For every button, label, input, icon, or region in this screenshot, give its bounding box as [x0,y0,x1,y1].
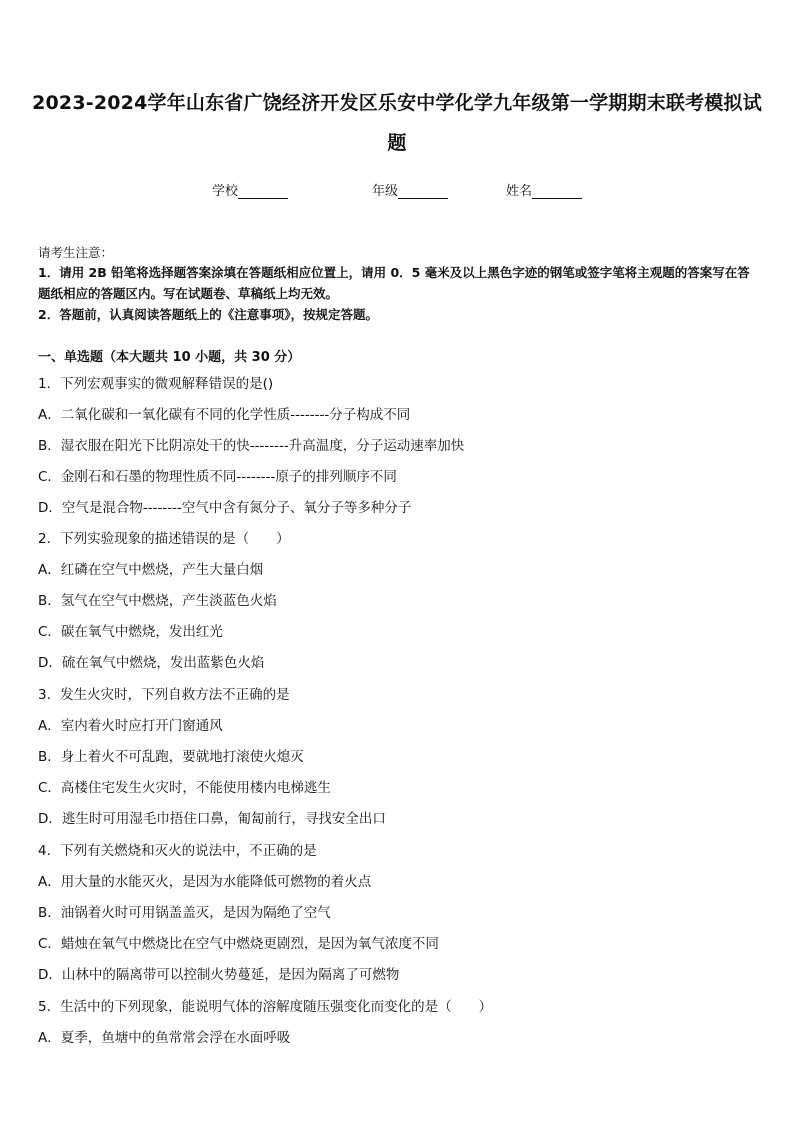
school-label: 学校 [212,184,239,199]
question-option: C．蜡烛在氧气中燃烧比在空气中燃烧更剧烈，是因为氧气浓度不同 [38,936,439,952]
section-title: 一、单选题（本大题共 10 小题，共 30 分） [38,350,301,365]
question-option: A．红磷在空气中燃烧，产生大量白烟 [38,562,264,578]
question-stem: 4．下列有关燃烧和灭火的说法中，不正确的是 [38,843,317,859]
grade-field[interactable] [372,180,448,199]
school-blank[interactable] [238,184,288,199]
question-option: D．硫在氧气中燃烧，发出蓝紫色火焰 [38,655,265,671]
grade-blank[interactable] [398,184,448,199]
question-option: B．湿衣服在阳光下比阴凉处干的快--------升高温度，分子运动速率加快 [38,438,465,454]
school-field[interactable] [212,180,288,199]
question-option: A．二氧化碳和一氧化碳有不同的化学性质--------分子构成不同 [38,407,411,423]
question-option: D．山林中的隔离带可以控制火势蔓延，是因为隔离了可燃物 [38,967,400,983]
question-option: B．油锅着火时可用锅盖盖灭，是因为隔绝了空气 [38,905,331,921]
question-stem: 3．发生火灾时，下列自救方法不正确的是 [38,687,290,703]
question-stem: 2．下列实验现象的描述错误的是（ ） [38,531,290,547]
question-option: C．高楼住宅发生火灾时，不能使用楼内电梯逃生 [38,780,331,796]
name-blank[interactable] [532,184,582,199]
notice-item-1: 1．请用 2B 铅笔将选择题答案涂填在答题纸相应位置上，请用 0．5 毫米及以上黑色字迹的钢笔或签字笔将主观题的答案写在答题纸相应的答题区内。写在试题卷、草稿纸上均无效。 [38,265,750,301]
student-info-row [0,180,794,202]
grade-label: 年级 [372,184,399,199]
notice-heading: 请考生注意： [38,245,114,260]
question-option: C．碳在氧气中燃烧，发出红光 [38,624,223,640]
question-option: A．用大量的水能灭火，是因为水能降低可燃物的着火点 [38,874,372,890]
notice-item-2: 2．答题前，认真阅读答题纸上的《注意事项》，按规定答题。 [38,307,378,322]
question-option: A．夏季，鱼塘中的鱼常常会浮在水面呼吸 [38,1030,291,1046]
question-stem: 1．下列宏观事实的微观解释错误的是() [38,376,274,392]
question-option: B．身上着火不可乱跑，要就地打滚使火熄灭 [38,749,304,765]
question-option: D．逃生时可用湿毛巾捂住口鼻，匍匐前行，寻找安全出口 [38,811,386,827]
question-option: D．空气是混合物--------空气中含有氮分子、氧分子等多种分子 [38,500,412,516]
page-title-continued: 题 [387,132,407,154]
question-option: B．氢气在空气中燃烧，产生淡蓝色火焰 [38,593,277,609]
name-field[interactable] [506,180,582,199]
question-option: C．金刚石和石墨的物理性质不同--------原子的排列顺序不同 [38,469,397,485]
question-stem: 5．生活中的下列现象，能说明气体的溶解度随压强变化而变化的是（ ） [38,999,493,1015]
question-option: A．室内着火时应打开门窗通风 [38,718,223,734]
name-label: 姓名 [506,184,533,199]
page-title: 2023-2024学年山东省广饶经济开发区乐安中学化学九年级第一学期期末联考模拟试 [32,92,762,114]
